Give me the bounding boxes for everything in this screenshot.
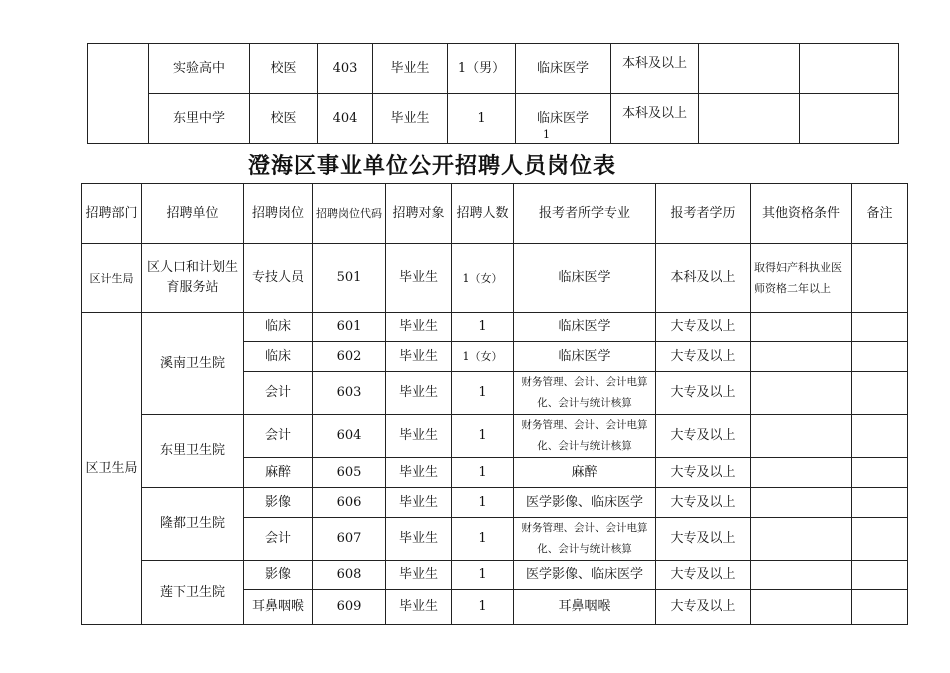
post-cell: 会计 — [244, 415, 313, 458]
education-cell: 大专及以上 — [656, 518, 751, 561]
major-cell: 临床医学 — [516, 44, 611, 94]
education-cell: 大专及以上 — [656, 561, 751, 590]
header-major: 报考者所学专业 — [514, 184, 656, 244]
education-cell: 大专及以上 — [656, 313, 751, 342]
target-cell: 毕业生 — [386, 488, 452, 518]
other-cell — [751, 415, 852, 458]
remark-cell — [852, 518, 908, 561]
table-row — [82, 488, 908, 518]
target-cell: 毕业生 — [386, 561, 452, 590]
code-cell: 404 — [318, 94, 373, 144]
count-cell: 1 — [452, 313, 514, 342]
other-cell — [699, 94, 800, 144]
dept-cell: 区计生局 — [82, 244, 142, 313]
major-cell: 临床医学 — [514, 342, 656, 372]
education-cell: 大专及以上 — [656, 372, 751, 415]
code-cell: 607 — [313, 518, 386, 561]
count-cell: 1 — [452, 518, 514, 561]
other-cell — [751, 561, 852, 590]
other-cell — [699, 44, 800, 94]
other-cell — [751, 488, 852, 518]
header-count: 招聘人数 — [452, 184, 514, 244]
education-cell: 本科及以上 — [611, 44, 699, 94]
major-cell: 财务管理、会计、会计电算化、会计与统计核算 — [514, 518, 656, 561]
continued-table — [87, 43, 899, 144]
other-cell — [751, 590, 852, 625]
code-cell: 606 — [313, 488, 386, 518]
table-row — [82, 244, 908, 313]
unit-cell: 莲下卫生院 — [142, 561, 244, 625]
target-cell: 毕业生 — [386, 458, 452, 488]
table-row — [88, 44, 899, 94]
major-cell: 临床医学 — [516, 94, 611, 144]
header-education: 报考者学历 — [656, 184, 751, 244]
remark-cell — [852, 415, 908, 458]
target-cell: 毕业生 — [373, 94, 448, 144]
count-cell: 1（女） — [452, 342, 514, 372]
remark-cell — [852, 342, 908, 372]
header-target: 招聘对象 — [386, 184, 452, 244]
post-cell: 专技人员 — [244, 244, 313, 313]
remark-cell — [852, 488, 908, 518]
target-cell: 毕业生 — [386, 518, 452, 561]
page-number: 1 — [543, 128, 550, 141]
education-cell: 大专及以上 — [656, 590, 751, 625]
other-cell — [751, 342, 852, 372]
target-cell: 毕业生 — [386, 372, 452, 415]
header-remark: 备注 — [852, 184, 908, 244]
code-cell: 608 — [313, 561, 386, 590]
post-cell: 耳鼻咽喉 — [244, 590, 313, 625]
count-cell: 1 — [452, 488, 514, 518]
count-cell: 1 — [452, 415, 514, 458]
unit-cell: 东里中学 — [149, 94, 250, 144]
count-cell: 1 — [452, 561, 514, 590]
target-cell: 毕业生 — [373, 44, 448, 94]
count-cell: 1 — [452, 458, 514, 488]
education-cell: 大专及以上 — [656, 458, 751, 488]
code-cell: 604 — [313, 415, 386, 458]
remark-cell — [852, 372, 908, 415]
post-cell: 会计 — [244, 518, 313, 561]
major-cell: 临床医学 — [514, 244, 656, 313]
unit-cell: 实验高中 — [149, 44, 250, 94]
dept-cell: 区卫生局 — [82, 313, 142, 625]
header-unit: 招聘单位 — [142, 184, 244, 244]
education-cell: 大专及以上 — [656, 488, 751, 518]
table-row — [82, 561, 908, 590]
target-cell: 毕业生 — [386, 313, 452, 342]
major-cell: 财务管理、会计、会计电算化、会计与统计核算 — [514, 415, 656, 458]
count-cell: 1 — [448, 94, 516, 144]
remark-cell — [852, 458, 908, 488]
header-dept: 招聘部门 — [82, 184, 142, 244]
code-cell: 609 — [313, 590, 386, 625]
post-cell: 影像 — [244, 561, 313, 590]
header-code: 招聘岗位代码 — [313, 184, 386, 244]
table-row — [82, 415, 908, 458]
code-cell: 603 — [313, 372, 386, 415]
post-cell: 临床 — [244, 342, 313, 372]
target-cell: 毕业生 — [386, 415, 452, 458]
target-cell: 毕业生 — [386, 342, 452, 372]
header-other: 其他资格条件 — [751, 184, 852, 244]
header-row — [82, 184, 908, 244]
remark-cell — [800, 94, 899, 144]
other-cell — [751, 372, 852, 415]
recruitment-table — [81, 183, 908, 625]
education-cell: 本科及以上 — [656, 244, 751, 313]
post-cell: 校医 — [250, 44, 318, 94]
unit-cell: 隆都卫生院 — [142, 488, 244, 561]
count-cell: 1（女） — [452, 244, 514, 313]
code-cell: 403 — [318, 44, 373, 94]
remark-cell — [852, 244, 908, 313]
count-cell: 1（男） — [448, 44, 516, 94]
code-cell: 602 — [313, 342, 386, 372]
unit-cell: 区人口和计划生育服务站 — [142, 244, 244, 313]
other-cell: 取得妇产科执业医师资格二年以上 — [751, 244, 852, 313]
post-cell: 影像 — [244, 488, 313, 518]
count-cell: 1 — [452, 372, 514, 415]
target-cell: 毕业生 — [386, 244, 452, 313]
major-cell: 临床医学 — [514, 313, 656, 342]
other-cell — [751, 458, 852, 488]
unit-cell: 东里卫生院 — [142, 415, 244, 488]
major-cell: 医学影像、临床医学 — [514, 488, 656, 518]
post-cell: 临床 — [244, 313, 313, 342]
remark-cell — [852, 590, 908, 625]
target-cell: 毕业生 — [386, 590, 452, 625]
header-post: 招聘岗位 — [244, 184, 313, 244]
empty-dept-cell — [88, 44, 149, 144]
remark-cell — [852, 561, 908, 590]
other-cell — [751, 518, 852, 561]
major-cell: 麻醉 — [514, 458, 656, 488]
major-cell: 医学影像、临床医学 — [514, 561, 656, 590]
education-cell: 本科及以上 — [611, 94, 699, 144]
code-cell: 601 — [313, 313, 386, 342]
table-row — [88, 94, 899, 144]
post-cell: 会计 — [244, 372, 313, 415]
unit-cell: 溪南卫生院 — [142, 313, 244, 415]
other-cell — [751, 313, 852, 342]
remark-cell — [800, 44, 899, 94]
table-row — [82, 313, 908, 342]
education-cell: 大专及以上 — [656, 342, 751, 372]
post-cell: 麻醉 — [244, 458, 313, 488]
code-cell: 605 — [313, 458, 386, 488]
count-cell: 1 — [452, 590, 514, 625]
major-cell: 财务管理、会计、会计电算化、会计与统计核算 — [514, 372, 656, 415]
post-cell: 校医 — [250, 94, 318, 144]
remark-cell — [852, 313, 908, 342]
page-title: 澄海区事业单位公开招聘人员岗位表 — [248, 154, 617, 179]
code-cell: 501 — [313, 244, 386, 313]
education-cell: 大专及以上 — [656, 415, 751, 458]
major-cell: 耳鼻咽喉 — [514, 590, 656, 625]
